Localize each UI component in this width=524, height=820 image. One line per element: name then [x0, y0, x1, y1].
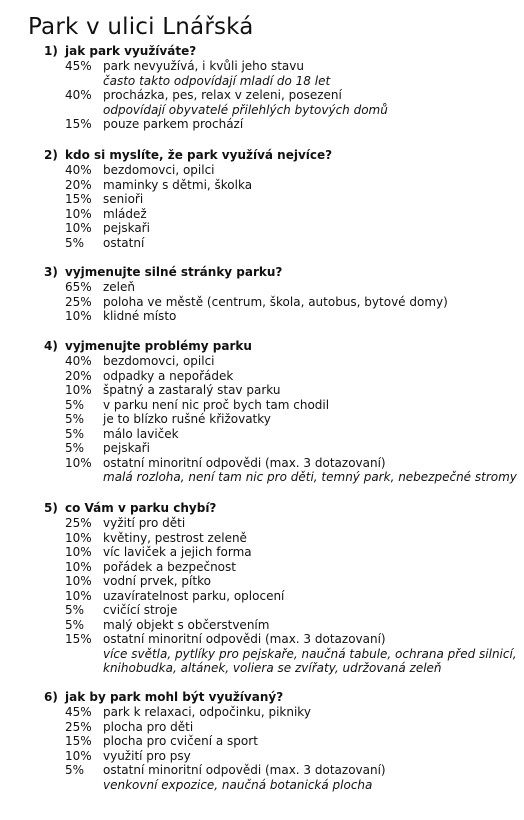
answer-text: vodní prvek, pítko	[103, 574, 211, 588]
answer-percent: 5%	[65, 617, 85, 632]
question-heading	[0, 44, 524, 59]
answer-note	[0, 778, 524, 793]
answer-text: ostatní minoritní odpovědi (max. 3 dotazovaní)	[103, 455, 386, 470]
question-heading	[0, 501, 524, 516]
answer-text: uzavíratelnost parku, oplocení	[103, 588, 285, 603]
answer-percent: 5%	[65, 412, 85, 426]
answer-percent: 10%	[65, 206, 92, 221]
answer-percent: 10%	[65, 221, 92, 235]
answer-text: pejskaři	[103, 221, 150, 235]
question-section	[0, 44, 524, 132]
answer-percent: 5%	[65, 603, 85, 617]
answer-percent: 10%	[65, 530, 92, 545]
answer-text: klidné místo	[103, 309, 177, 323]
answer-percent: 20%	[65, 368, 92, 383]
answer-percent: 10%	[65, 309, 92, 323]
answer-row	[0, 207, 524, 222]
note-text: odpovídají obyvatelé přilehlých bytových domů	[103, 102, 388, 117]
answer-row	[0, 354, 524, 369]
answer-percent: 5%	[65, 397, 85, 412]
answer-percent: 10%	[65, 455, 92, 470]
note-text: často takto odpovídají mladí do 18 let	[103, 73, 331, 88]
answer-row	[0, 632, 524, 647]
answer-row	[0, 763, 524, 778]
question-heading	[0, 690, 524, 705]
answer-row	[0, 618, 524, 633]
answer-text: plocha pro cvičení a sport	[103, 734, 258, 748]
answer-text: poloha ve městě (centrum, škola, autobus, bytové domy)	[103, 294, 448, 309]
answer-row	[0, 383, 524, 398]
answer-percent: 10%	[65, 383, 92, 397]
answer-text: vyžití pro děti	[103, 516, 186, 530]
answer-row	[0, 603, 524, 618]
answer-row	[0, 705, 524, 720]
question-number: 5)	[44, 501, 58, 515]
answer-text: ostatní minoritní odpovědi (max. 3 dotazovaní)	[103, 632, 386, 646]
question-heading	[0, 265, 524, 280]
answer-text: odpadky a nepořádek	[103, 368, 234, 383]
answer-percent: 40%	[65, 88, 92, 102]
answer-percent: 15%	[65, 734, 92, 748]
answer-percent: 65%	[65, 280, 92, 294]
answer-percent: 25%	[65, 516, 92, 530]
question-text: jak park využíváte?	[65, 44, 197, 58]
question-section	[0, 265, 524, 324]
answer-percent: 45%	[65, 705, 92, 719]
answer-percent: 15%	[65, 632, 92, 646]
question-number: 1)	[44, 44, 58, 58]
answer-text: maminky s dětmi, školka	[103, 177, 253, 192]
question-text: vyjmenujte problémy parku	[65, 339, 252, 353]
answer-text: malý objekt s občerstvením	[103, 617, 270, 632]
answer-text: špatný a zastaralý stav parku	[103, 383, 281, 397]
answer-note	[0, 103, 524, 118]
answer-text: málo laviček	[103, 426, 179, 441]
question-section	[0, 148, 524, 250]
answer-row	[0, 236, 524, 251]
answer-text: je to blízko rušné křižovatky	[103, 412, 271, 426]
answer-text: zeleň	[103, 280, 136, 294]
answer-row	[0, 589, 524, 604]
answer-text: víc laviček a jejich forma	[103, 545, 252, 559]
question-section	[0, 501, 524, 676]
note-text: knihobudka, altánek, voliera se zvířaty, udržovaná zeleň	[103, 661, 442, 675]
answer-note	[0, 470, 524, 485]
answer-percent: 10%	[65, 559, 92, 574]
answer-row	[0, 427, 524, 442]
answer-text: mládež	[103, 206, 147, 221]
answer-row	[0, 574, 524, 589]
answer-row	[0, 178, 524, 193]
answer-percent: 5%	[65, 426, 85, 441]
answer-text: ostatní	[103, 235, 145, 250]
answer-text: bezdomovci, opilci	[103, 354, 215, 368]
answer-row	[0, 749, 524, 764]
answer-row	[0, 545, 524, 560]
answer-text: park nevyužívá, i kvůli jeho stavu	[103, 59, 304, 73]
answer-row	[0, 531, 524, 546]
note-text: více světla, pytlíky pro pejskaře, naučná tabule, ochrana před silnicí,	[103, 646, 517, 661]
note-text: venkovní expozice, naučná botanická plocha	[103, 777, 373, 792]
question-heading	[0, 339, 524, 354]
answer-text: bezdomovci, opilci	[103, 163, 215, 177]
question-number: 4)	[44, 339, 58, 353]
page-title: Park v ulici Lnářská	[28, 14, 254, 40]
answer-text: pořádek a bezpečnost	[103, 559, 236, 574]
answer-percent: 5%	[65, 441, 85, 455]
answer-percent: 15%	[65, 192, 92, 206]
question-number: 3)	[44, 265, 58, 279]
question-number: 6)	[44, 690, 58, 704]
question-text: jak by park mohl být využívaný?	[65, 690, 284, 704]
answer-text: procházka, pes, relax v zeleni, posezení	[103, 88, 342, 102]
answer-percent: 5%	[65, 235, 85, 250]
answer-row	[0, 192, 524, 207]
answer-percent: 10%	[65, 588, 92, 603]
answer-note	[0, 661, 524, 676]
answer-row	[0, 720, 524, 735]
answer-row	[0, 295, 524, 310]
answer-text: ostatní minoritní odpovědi (max. 3 dotazovaní)	[103, 763, 386, 777]
answer-note	[0, 647, 524, 662]
answer-percent: 20%	[65, 177, 92, 192]
answer-text: senioři	[103, 192, 144, 206]
answer-row	[0, 560, 524, 575]
answer-row	[0, 441, 524, 456]
answer-percent: 40%	[65, 163, 92, 177]
answer-percent: 45%	[65, 59, 92, 73]
question-text: co Vám v parku chybí?	[65, 501, 217, 515]
question-section	[0, 339, 524, 485]
question-text: kdo si myslíte, že park využívá nejvíce?	[65, 148, 333, 162]
answer-text: pejskaři	[103, 441, 150, 455]
answer-percent: 25%	[65, 719, 92, 734]
answer-percent: 10%	[65, 748, 92, 763]
answer-row	[0, 734, 524, 749]
answer-percent: 10%	[65, 545, 92, 559]
answer-text: květiny, pestrost zeleně	[103, 530, 247, 545]
answer-row	[0, 280, 524, 295]
answer-row	[0, 412, 524, 427]
answer-row	[0, 221, 524, 236]
answer-percent: 40%	[65, 354, 92, 368]
answer-text: pouze parkem prochází	[103, 117, 244, 131]
answer-text: cvičící stroje	[103, 603, 178, 617]
answer-text: využití pro psy	[103, 748, 191, 763]
answer-text: v parku není nic proč bych tam chodil	[103, 397, 330, 412]
answer-text: plocha pro děti	[103, 719, 194, 734]
answer-percent: 10%	[65, 574, 92, 588]
answer-row	[0, 398, 524, 413]
answer-row	[0, 309, 524, 324]
question-text: vyjmenujte silné stránky parku?	[65, 265, 283, 279]
answer-percent: 5%	[65, 763, 85, 777]
answer-row	[0, 163, 524, 178]
answer-row	[0, 59, 524, 74]
question-number: 2)	[44, 148, 58, 162]
answer-row	[0, 88, 524, 103]
answer-text: park k relaxaci, odpočinku, pikniky	[103, 705, 311, 719]
question-heading	[0, 148, 524, 163]
answer-percent: 25%	[65, 294, 92, 309]
answer-percent: 15%	[65, 117, 92, 131]
answer-row	[0, 456, 524, 471]
answer-row	[0, 516, 524, 531]
question-section	[0, 690, 524, 792]
answer-row	[0, 369, 524, 384]
answer-note	[0, 74, 524, 89]
note-text: malá rozloha, není tam nic pro děti, temný park, nebezpečné stromy	[103, 470, 517, 484]
answer-row	[0, 117, 524, 132]
